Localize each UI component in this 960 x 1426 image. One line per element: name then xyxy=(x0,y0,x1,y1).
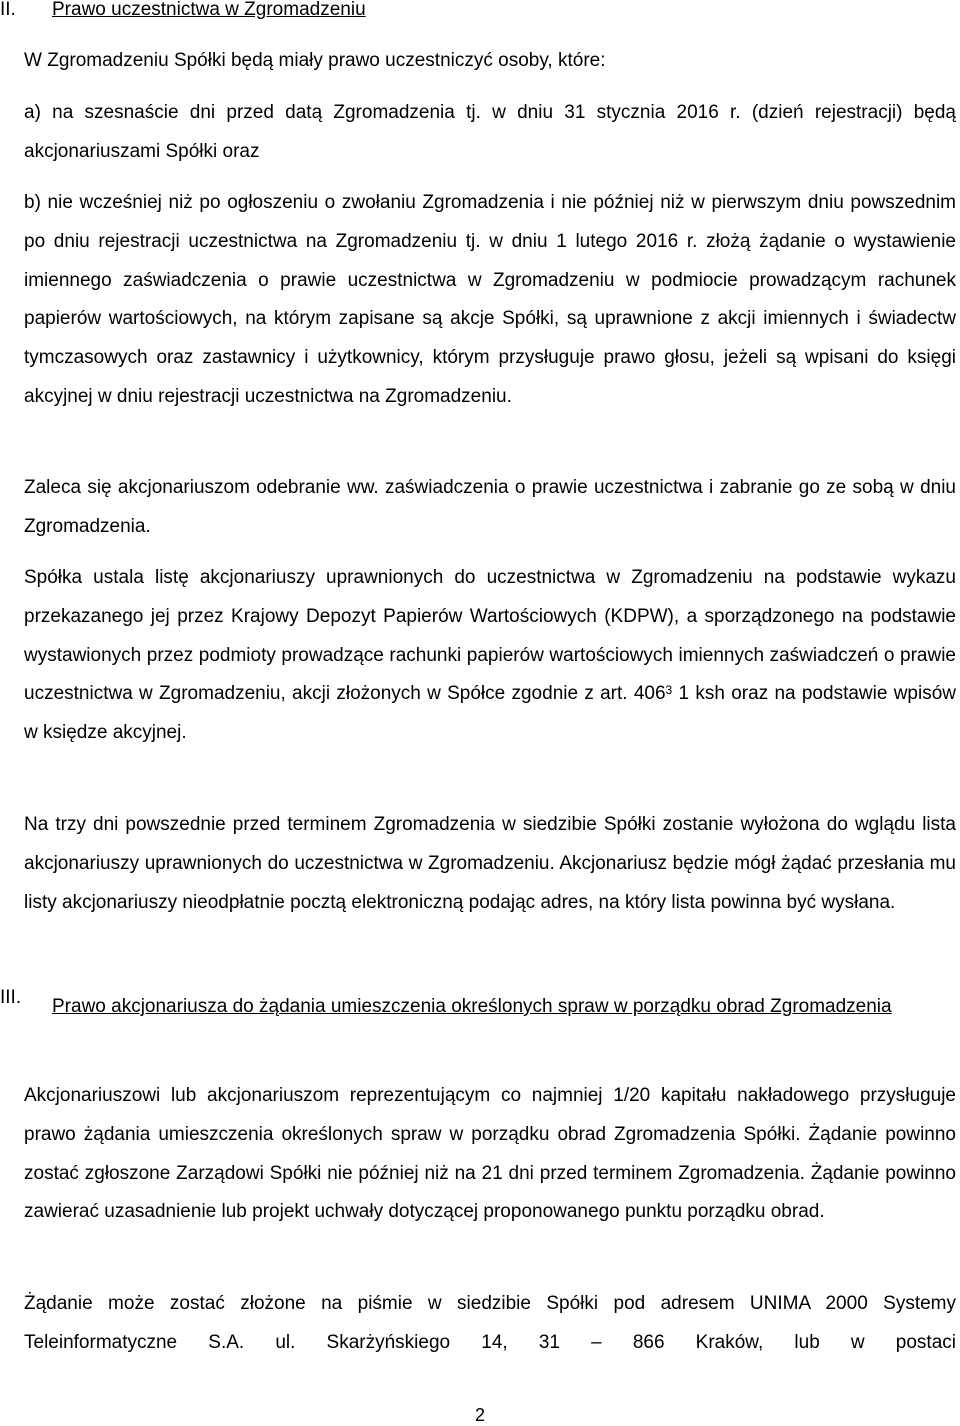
paragraph-submission: Żądanie może zostać złożone na piśmie w siedzibie Spółki pod adresem UNIMA 2000 Systemy Teleinformatyczne S.A. ul. Skarżyńskiego 14, 31 – 866 Kraków, lub w postaci xyxy=(24,1293,956,1353)
paragraph-a: a) na szesnaście dni przed datą Zgromadzenia tj. w dniu 31 stycznia 2016 r. (dzień rejestracji) będą akcjonariuszami Spółki oraz xyxy=(24,102,956,162)
paragraph-shareholder-rights: Akcjonariuszowi lub akcjonariuszom reprezentującym co najmniej 1/20 kapitału nakładowego przysługuje prawo żądania umieszczenia określonych spraw w porządku obrad Zgromadzenia Spółki. Żądanie powinno zostać zgłoszone Zarządowi Spółki nie później niż na 21 dni przed terminem Zgromadzenia. Żądanie powinno zawierać uzasadnienie lub projekt uchwały dotyczącej proponowanego punktu porządku obrad. xyxy=(24,1085,956,1223)
section-title: Prawo akcjonariusza do żądania umieszczenia określonych spraw w porządku obrad Zgromadzenia xyxy=(52,996,892,1017)
section-title: Prawo uczestnictwa w Zgromadzeniu xyxy=(52,0,366,20)
shareholder-list-text: Spółka ustala listę akcjonariuszy uprawnionych do uczestnictwa w Zgromadzeniu na podstawie wykazu przekazanego jej przez Krajowy Depozyt Papierów Wartościowych (KDPW), a sporządzonego na podstawie wystawionych przez podmioty prowadzące rachunki papierów wartościowych imiennych zaświadczeń o prawie uczestnictwa w Zgromadzeniu, akcji złożonych w Spółce zgodnie z art. 406 xyxy=(24,567,956,705)
paragraph-shareholder-list xyxy=(24,559,956,753)
section-number: III. xyxy=(0,987,22,1008)
paragraph-recommendation: Zaleca się akcjonariuszom odebranie ww. zaświadczenia o prawie uczestnictwa i zabranie go ze sobą w dniu Zgromadzenia. xyxy=(24,477,956,537)
shareholder-list-text-end: 1 ksh oraz na podstawie wpisów w księdze akcyjnej. xyxy=(24,683,956,744)
page-number: 2 xyxy=(474,1405,485,1425)
intro-paragraph: W Zgromadzeniu Spółki będą miały prawo uczestniczyć osoby, które: xyxy=(24,50,606,71)
superscript-3: 3 xyxy=(665,683,673,698)
paragraph-list-availability: Na trzy dni powszednie przed terminem Zgromadzenia w siedzibie Spółki zostanie wyłożona do wglądu lista akcjonariuszy uprawnionych do uczestnictwa w Zgromadzeniu. Akcjonariusz będzie mógł żądać przesłania mu listy akcjonariuszy nieodpłatnie pocztą elektroniczną podając adres, na który lista powinna być wysłana. xyxy=(24,814,956,913)
paragraph-b: b) nie wcześniej niż po ogłoszeniu o zwołaniu Zgromadzenia i nie później niż w pierwszym dniu powszednim po dniu rejestracji uczestnictwa na Zgromadzeniu tj. w dniu 1 lutego 2016 r. złożą żądanie o wystawienie imiennego zaświadczenia o prawie uczestnictwa w Zgromadzeniu w podmiocie prowadzącym rachunek papierów wartościowych, na którym zapisane są akcje Spółki, są uprawnione z akcji imiennych i świadectw tymczasowych oraz zastawnicy i użytkownicy, którym przysługuje prawo głosu, jeżeli są wpisani do księgi akcyjnej w dniu rejestracji uczestnictwa na Zgromadzeniu. xyxy=(24,192,956,407)
section-number: II. xyxy=(0,0,16,20)
